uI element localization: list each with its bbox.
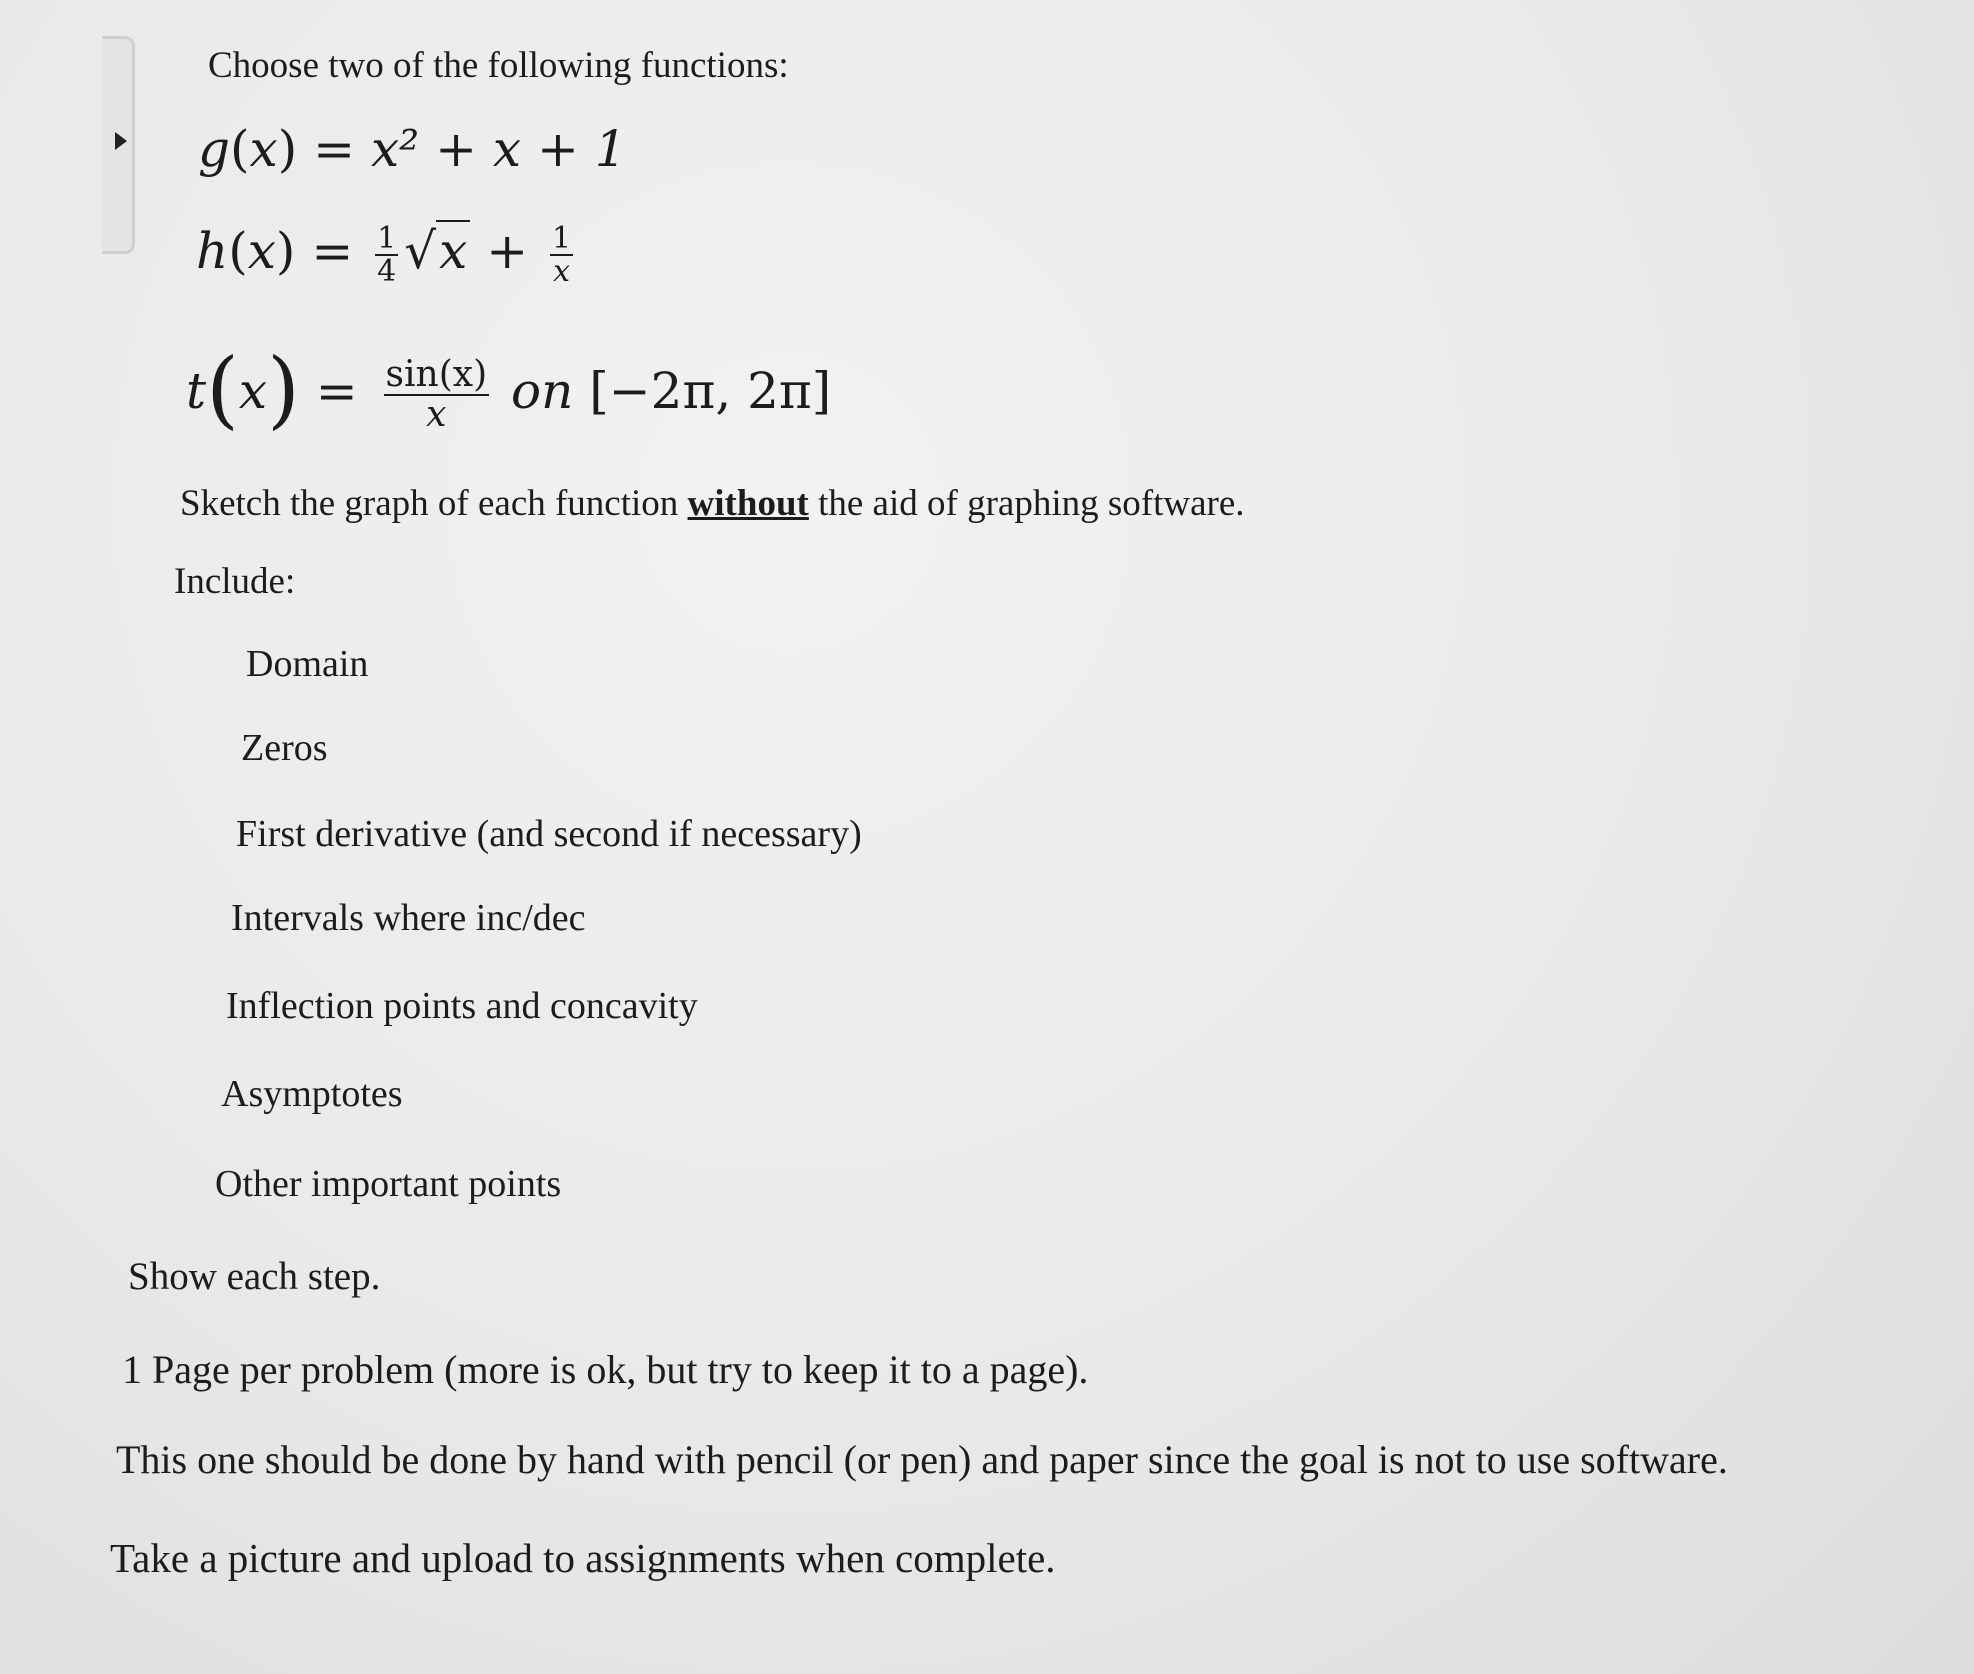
footer-show-steps: Show each step. xyxy=(128,1255,381,1298)
t-on: on xyxy=(511,362,574,420)
function-t: t(x) = $\frac{\sin(x)}{x}$ on [−2π, 2π] xyxy=(186,340,832,438)
instruction xyxy=(180,482,1245,525)
footer-upload: Take a picture and upload to assignments when complete. xyxy=(110,1535,1056,1581)
instruction-emphasis: without xyxy=(687,483,809,524)
include-item-intervals: Intervals where inc/dec xyxy=(231,897,586,939)
expand-arrow-icon[interactable] xyxy=(115,132,127,150)
include-item-zeros: Zeros xyxy=(241,727,328,769)
intro-text: Choose two of the following functions: xyxy=(208,45,789,86)
include-item-asymptotes: Asymptotes xyxy=(221,1073,403,1115)
h-frac2 xyxy=(550,220,573,289)
h-var: x xyxy=(247,222,276,280)
include-label: Include: xyxy=(174,561,296,602)
h-coef-fraction xyxy=(375,220,398,289)
instruction-before: Sketch the graph of each function xyxy=(180,483,679,524)
t-name: t xyxy=(186,362,207,420)
h-sqrt: √x xyxy=(404,222,470,280)
t-fraction xyxy=(384,356,490,434)
h-sqrt-arg: x xyxy=(436,220,470,280)
t-var: x xyxy=(238,362,268,420)
function-h: h(x) = $\frac{1}{4}$ √x + $\frac{1}{x}$ xyxy=(196,220,572,289)
h-coef-num: 1 xyxy=(377,220,397,256)
include-item-domain: Domain xyxy=(246,643,369,685)
g-rhs: x² + x + 1 xyxy=(370,120,627,178)
h-name: h xyxy=(196,222,229,280)
g-var: x xyxy=(249,120,278,178)
footer-page-per-problem: 1 Page per problem (more is ok, but try to keep it to a page). xyxy=(122,1347,1089,1392)
include-item-derivative: First derivative (and second if necessary) xyxy=(236,813,862,855)
function-g: g(x) = x² + x + 1 xyxy=(198,120,627,178)
include-item-other: Other important points xyxy=(215,1163,562,1205)
g-name: g xyxy=(198,120,231,178)
h-plus: + xyxy=(486,222,529,280)
instruction-after: the aid of graphing software. xyxy=(818,483,1245,524)
t-num: sin(x) xyxy=(385,354,488,396)
footer-by-hand: This one should be done by hand with pencil (or pen) and paper since the goal is not to use software. xyxy=(116,1437,1728,1482)
t-interval: [−2π, 2π] xyxy=(589,362,832,420)
h-frac2-num: 1 xyxy=(552,220,572,256)
include-item-inflection: Inflection points and concavity xyxy=(226,985,698,1027)
h-frac2-den: x xyxy=(553,254,571,289)
t-den: x xyxy=(426,394,447,435)
h-coef-den: 4 xyxy=(377,254,397,289)
